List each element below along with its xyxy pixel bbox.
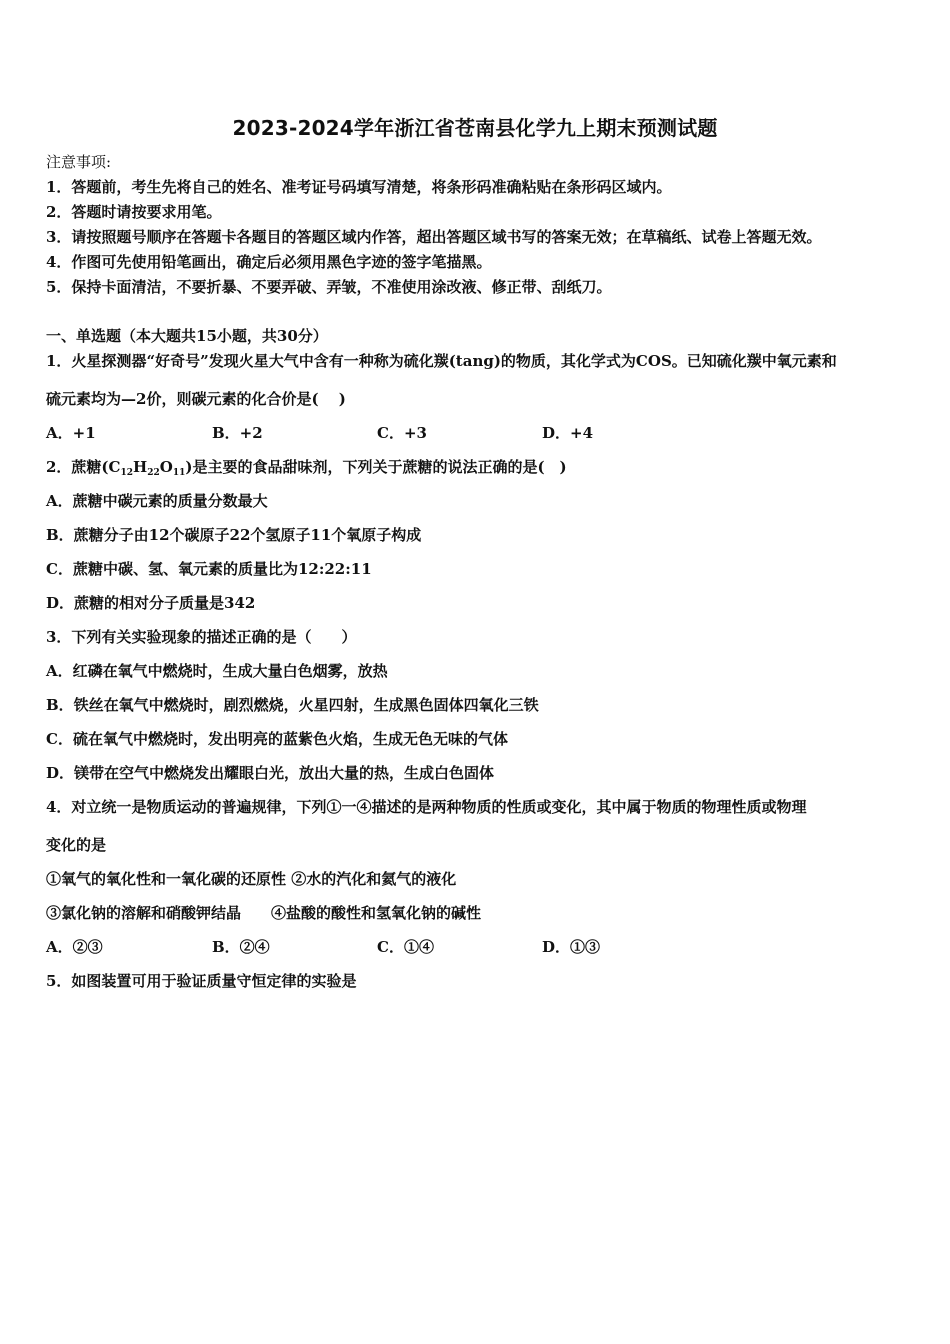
q3-option-a: A．红磷在氧气中燃烧时，生成大量白色烟雾，放热 [46,662,388,680]
q3-option-d: D．镁带在空气中燃烧发出耀眼白光，放出大量的热，生成白色固体 [46,764,495,782]
note-item-3: 3．请按照题号顺序在答题卡各题目的答题区域内作答，超出答题区域书写的答案无效；在草稿纸、试卷上答题无效。 [46,228,822,246]
page-title: 2023-2024学年浙江省苍南县化学九上期末预测试题 [232,116,718,140]
q4-statement-1-2: ①氧气的氧化性和一氧化碳的还原性 ②水的汽化和氦气的液化 [46,870,457,888]
q1-option-a: A．+1 [46,424,96,442]
q4-option-b: B．②④ [212,938,270,956]
q4-option-c: C．①④ [377,938,434,956]
q2-option-c: C．蔗糖中碳、氢、氧元素的质量比为12:22:11 [46,560,372,578]
q5-stem: 5．如图装置可用于验证质量守恒定律的实验是 [46,972,357,990]
q2-oxygen: O [159,458,173,476]
q1-option-b: B．+2 [212,424,263,442]
notes-heading: 注意事项: [46,153,112,171]
note-item-4: 4．作图可先使用铅笔画出，确定后必须用黑色字迹的签字笔描黑。 [46,253,492,271]
q4-stem-line2: 变化的是 [46,836,107,854]
q3-stem: 3．下列有关实验现象的描述正确的是（ ） [46,628,357,646]
q1-stem-line2: 硫元素均为—2价，则碳元素的化合价是( ) [46,390,346,408]
q4-statement-3-4: ③氯化钠的溶解和硝酸钾结晶 ④盐酸的酸性和氢氧化钠的碱性 [46,904,482,922]
q2-hydrogen: H [133,458,148,476]
q2-sub-carbon: 12 [120,468,134,478]
q2-option-a: A．蔗糖中碳元素的质量分数最大 [46,492,268,510]
q4-option-a: A．②③ [46,938,103,956]
q1-option-c: C．+3 [377,424,427,442]
note-item-2: 2．答题时请按要求用笔。 [46,203,222,221]
q3-option-b: B．铁丝在氧气中燃烧时，剧烈燃烧，火星四射，生成黑色固体四氧化三铁 [46,696,539,714]
note-item-5: 5．保持卡面清洁，不要折暴、不要弄破、弄皱，不准使用涂改液、修正带、刮纸刀。 [46,278,612,296]
q2-stem [46,457,567,477]
q1-option-d: D．+4 [542,424,594,442]
q2-stem-prefix: 2．蔗糖(C [46,458,121,476]
note-item-1: 1．答题前，考生先将自己的姓名、准考证号码填写清楚，将条形码准确粘贴在条形码区域内。 [46,178,672,196]
q1-stem-line1: 1．火星探测器“好奇号”发现火星大气中含有一种称为硫化羰(tang)的物质，其化学式为COS。已知硫化羰中氧元素和 [46,352,837,370]
q2-sub-hydrogen: 22 [147,468,160,478]
q2-option-d: D．蔗糖的相对分子质量是342 [46,594,256,612]
section-heading: 一、单选题（本大题共15小题，共30分） [46,327,328,345]
q4-option-d: D．①③ [542,938,601,956]
q2-stem-suffix: )是主要的食品甜味剂，下列关于蔗糖的说法正确的是( ) [185,458,567,476]
q4-stem-line1: 4．对立统一是物质运动的普遍规律，下列①一④描述的是两种物质的性质或变化，其中属于物质的物理性质或物理 [46,798,807,816]
q2-sub-oxygen: 11 [172,468,186,478]
q2-option-b: B．蔗糖分子由12个碳原子22个氢原子11个氧原子构成 [46,526,422,544]
q3-option-c: C．硫在氧气中燃烧时，发出明亮的蓝紫色火焰，生成无色无味的气体 [46,730,508,748]
